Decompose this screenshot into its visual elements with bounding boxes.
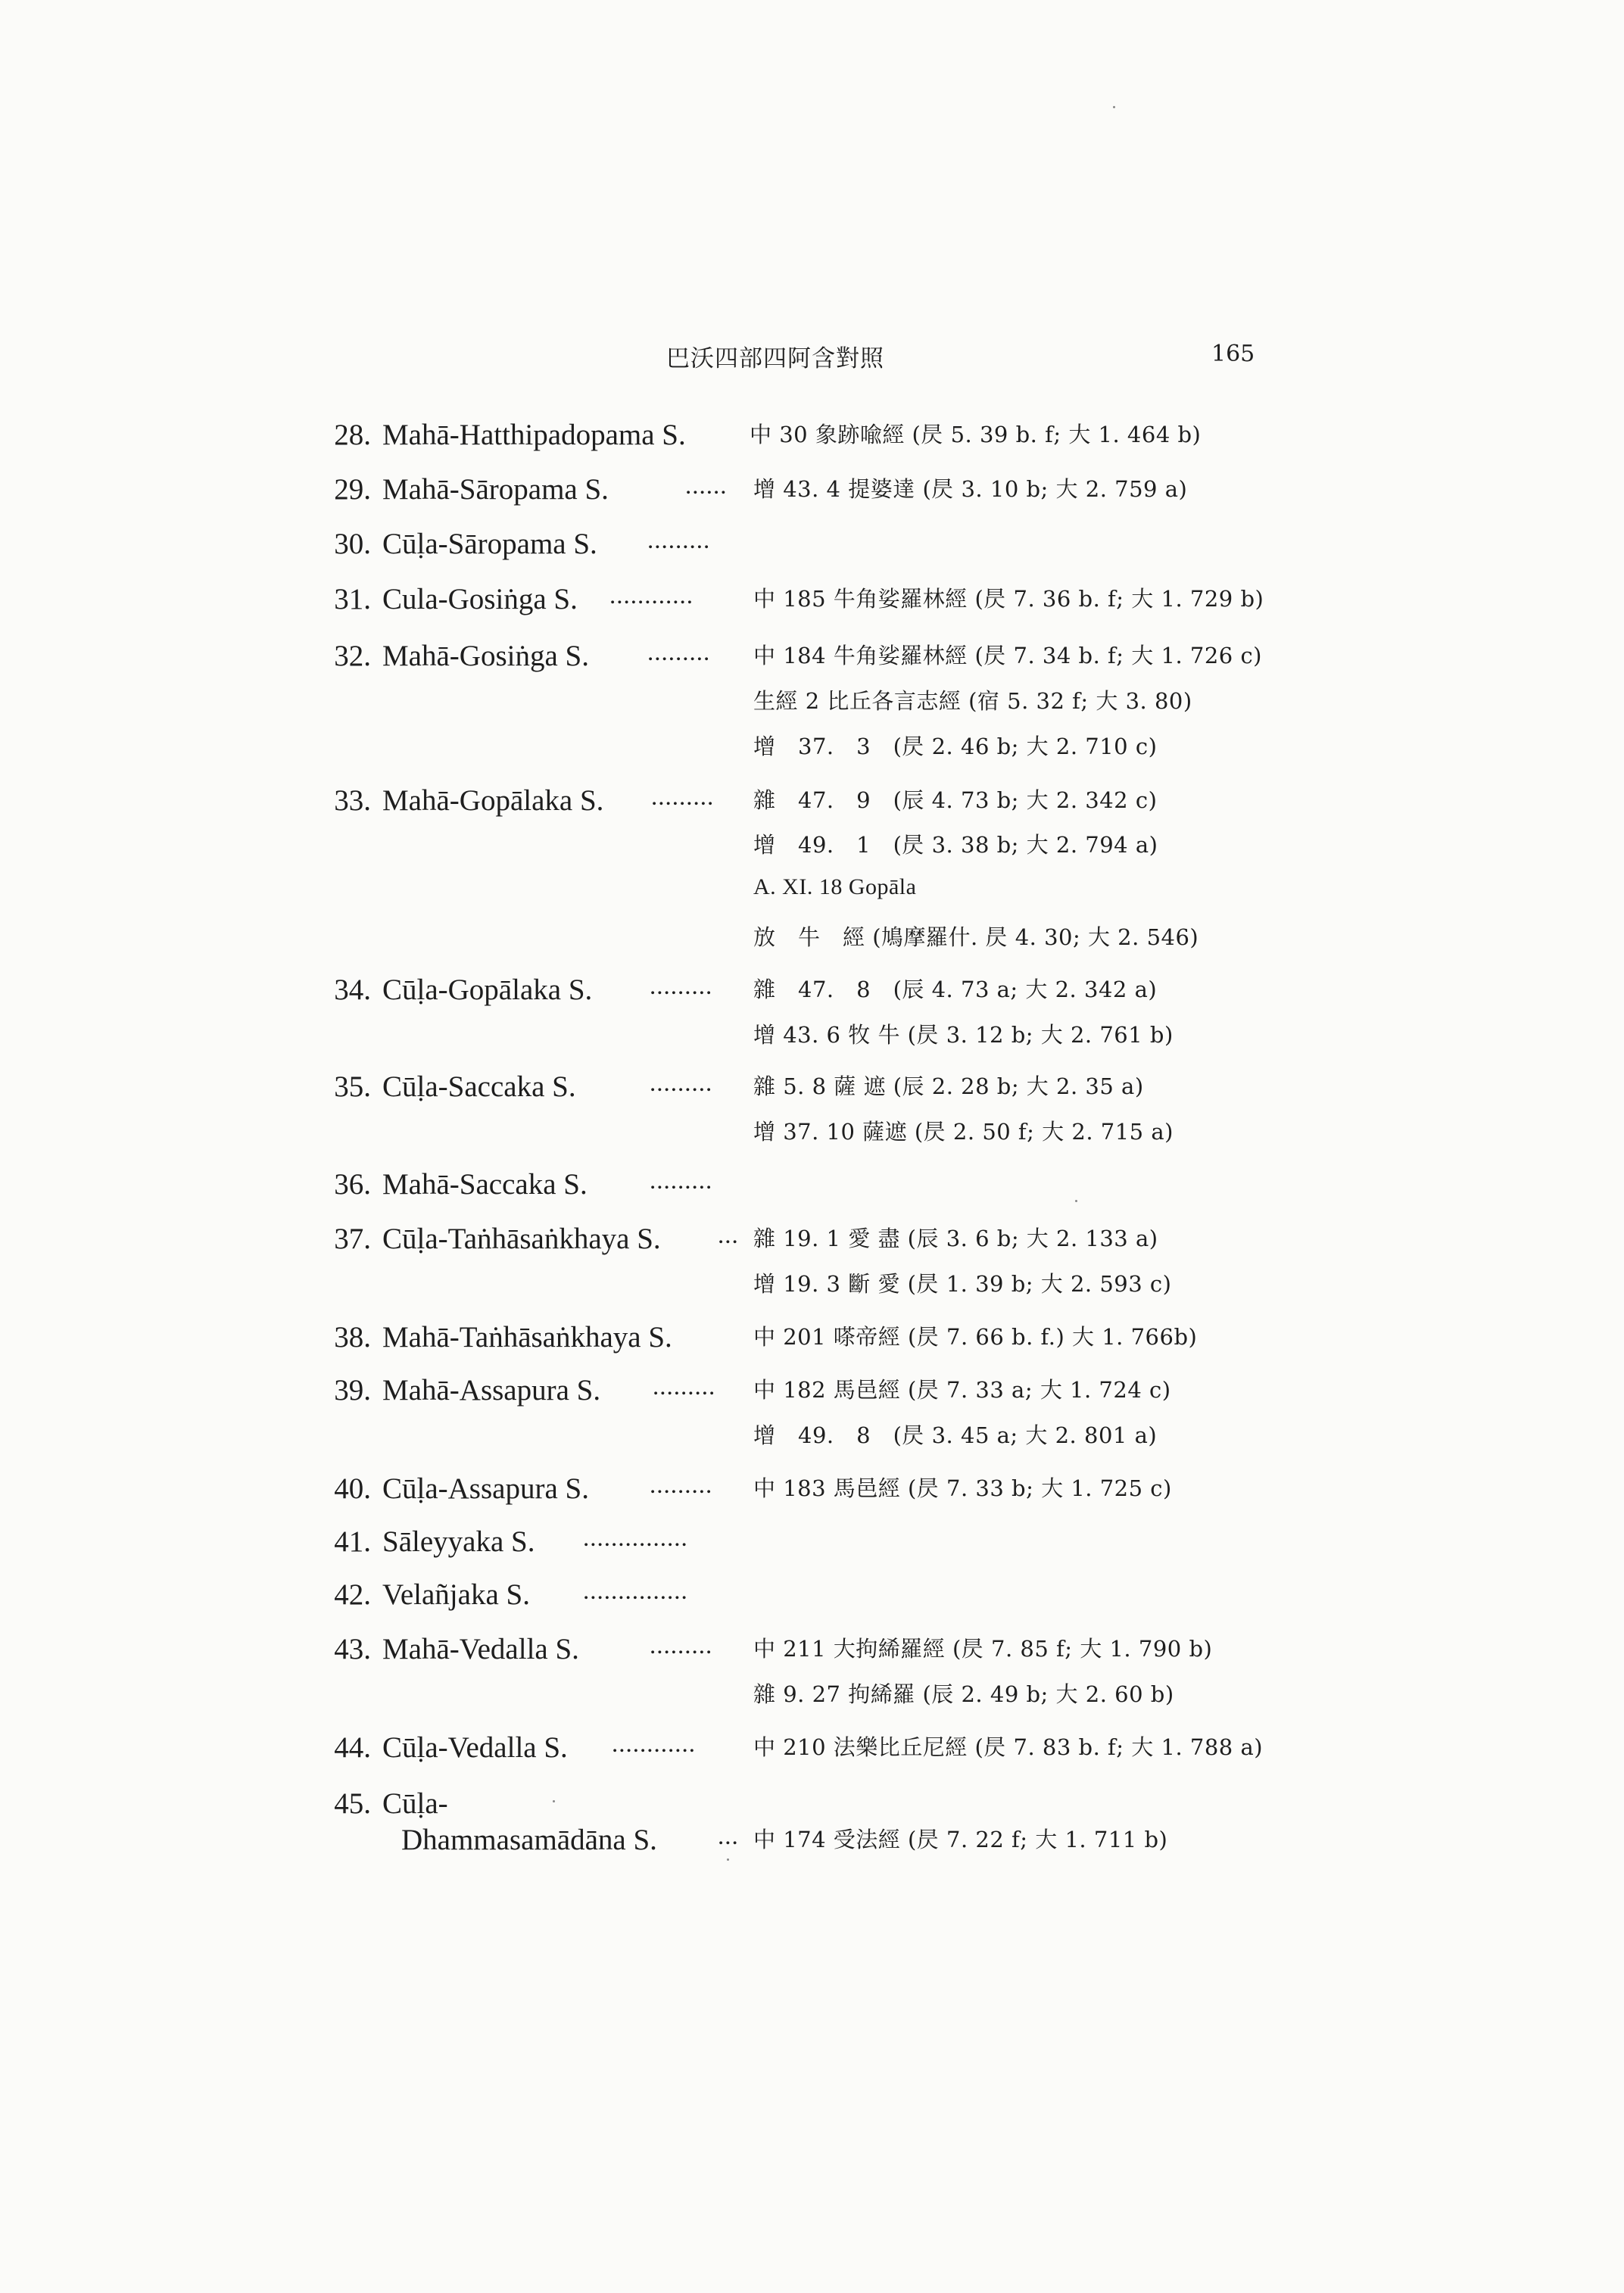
running-header bbox=[0, 339, 1624, 385]
sutta-title: Cūḷa- bbox=[382, 1787, 448, 1820]
entry-44 bbox=[0, 1731, 1624, 1773]
page-number: 165 bbox=[1211, 341, 1255, 367]
agama-ref: 雜 5. 8 薩 遮 (辰 2. 28 b; 大 2. 35 a) bbox=[753, 1073, 1144, 1099]
scan-speck bbox=[553, 1800, 555, 1802]
agama-ref: 雜 47. 9 (辰 4. 73 b; 大 2. 342 c) bbox=[753, 787, 1158, 813]
sutta-title: Cūḷa-Saccaka S. bbox=[382, 1070, 576, 1103]
entry-41 bbox=[0, 1525, 1624, 1567]
agama-ref: 中 210 法樂比丘尼經 (昃 7. 83 b. f; 大 1. 788 a) bbox=[753, 1734, 1264, 1760]
entry-29 bbox=[0, 472, 1624, 515]
entry-30 bbox=[0, 527, 1624, 569]
scan-speck bbox=[727, 1858, 729, 1861]
dot-leader: ......... bbox=[647, 527, 711, 554]
entry-number: 32. bbox=[334, 640, 371, 672]
sutta-title: Mahā-Gopālaka S. bbox=[382, 784, 604, 817]
dot-leader: ......... bbox=[650, 973, 713, 1000]
sutta-title: Cūḷa-Assapura S. bbox=[382, 1472, 589, 1505]
entry-34 bbox=[0, 973, 1624, 1015]
sutta-title: Mahā-Taṅhāsaṅkhaya S. bbox=[382, 1321, 672, 1354]
dot-leader: ............... bbox=[583, 1578, 688, 1605]
agama-ref: 增 19. 3 斷 愛 (昃 1. 39 b; 大 2. 593 c) bbox=[753, 1271, 1172, 1297]
dot-leader: ............ bbox=[612, 1731, 696, 1758]
entry-33 bbox=[0, 784, 1624, 826]
agama-ref: 中 201 嗏帝經 (昃 7. 66 b. f.) 大 1. 766b) bbox=[753, 1324, 1198, 1350]
agama-ref: 雜 47. 8 (辰 4. 73 a; 大 2. 342 a) bbox=[753, 977, 1158, 1002]
entry-28 bbox=[0, 418, 1624, 460]
agama-ref: 增 37. 10 薩遮 (昃 2. 50 f; 大 2. 715 a) bbox=[753, 1119, 1174, 1145]
entry-33-cont bbox=[0, 828, 1624, 871]
entry-number: 33. bbox=[334, 784, 371, 817]
dot-leader: ......... bbox=[650, 1632, 713, 1659]
entry-number: 42. bbox=[334, 1578, 371, 1611]
entry-31 bbox=[0, 582, 1624, 625]
entry-33-cont bbox=[0, 921, 1624, 963]
agama-ref: 雜 19. 1 愛 盡 (辰 3. 6 b; 大 2. 133 a) bbox=[753, 1226, 1158, 1251]
entry-37-cont bbox=[0, 1267, 1624, 1310]
sutta-title: Cula-Gosiṅga S. bbox=[382, 583, 578, 615]
agama-ref: 中 182 馬邑經 (昃 7. 33 a; 大 1. 724 c) bbox=[753, 1377, 1171, 1403]
sutta-title: Cūḷa-Taṅhāsaṅkhaya S. bbox=[382, 1223, 661, 1255]
entry-34-cont bbox=[0, 1018, 1624, 1061]
agama-ref: 增 43. 4 提婆達 (昃 3. 10 b; 大 2. 759 a) bbox=[753, 476, 1188, 502]
sutta-title: Cūḷa-Sāropama S. bbox=[382, 528, 597, 560]
sutta-title-continued: Dhammasamādāna S. bbox=[401, 1824, 657, 1856]
entry-number: 39. bbox=[334, 1374, 371, 1407]
scan-speck bbox=[1113, 106, 1115, 108]
dot-leader: ......... bbox=[651, 784, 715, 811]
agama-ref: 增 49. 1 (昃 3. 38 b; 大 2. 794 a) bbox=[753, 832, 1158, 858]
scan-speck bbox=[1075, 1200, 1077, 1202]
entry-39-cont bbox=[0, 1419, 1624, 1461]
entry-number: 37. bbox=[334, 1223, 371, 1255]
dot-leader: ......... bbox=[647, 639, 711, 666]
entry-number: 34. bbox=[334, 974, 371, 1006]
agama-ref: 中 183 馬邑經 (昃 7. 33 b; 大 1. 725 c) bbox=[753, 1475, 1172, 1501]
agama-ref: 增 49. 8 (昃 3. 45 a; 大 2. 801 a) bbox=[753, 1422, 1158, 1448]
dot-leader: ......... bbox=[650, 1070, 713, 1097]
entry-42 bbox=[0, 1578, 1624, 1620]
agama-ref: 中 184 牛角娑羅林經 (昃 7. 34 b. f; 大 1. 726 c) bbox=[753, 643, 1263, 668]
agama-ref: 中 185 牛角娑羅林經 (昃 7. 36 b. f; 大 1. 729 b) bbox=[753, 586, 1264, 612]
agama-ref: 增 43. 6 牧 牛 (昃 3. 12 b; 大 2. 761 b) bbox=[753, 1022, 1174, 1048]
entry-43 bbox=[0, 1632, 1624, 1675]
agama-ref: 中 30 象跡喩經 (昃 5. 39 b. f; 大 1. 464 b) bbox=[750, 422, 1202, 447]
sutta-title: Cūḷa-Gopālaka S. bbox=[382, 974, 593, 1006]
entry-32-cont bbox=[0, 730, 1624, 772]
agama-ref: 中 174 受法經 (昃 7. 22 f; 大 1. 711 b) bbox=[753, 1827, 1168, 1852]
entry-number: 41. bbox=[334, 1525, 371, 1558]
entry-number: 28. bbox=[334, 419, 371, 451]
agama-ref: 雜 9. 27 拘絺羅 (辰 2. 49 b; 大 2. 60 b) bbox=[753, 1681, 1174, 1707]
agama-ref: 放 牛 經 (鳩摩羅什. 昃 4. 30; 大 2. 546) bbox=[753, 924, 1199, 950]
dot-leader: ......... bbox=[653, 1373, 716, 1400]
agama-ref: 中 211 大拘絺羅經 (昃 7. 85 f; 大 1. 790 b) bbox=[753, 1636, 1213, 1662]
entry-45-cont bbox=[0, 1823, 1624, 1865]
entry-number: 31. bbox=[334, 583, 371, 615]
sutta-title: Mahā-Hatthipadopama S. bbox=[382, 419, 686, 451]
dot-leader: ...... bbox=[685, 472, 728, 500]
sutta-title: Mahā-Saccaka S. bbox=[382, 1168, 588, 1201]
entry-43-cont bbox=[0, 1678, 1624, 1720]
dot-leader: ... bbox=[718, 1823, 739, 1850]
entry-number: 35. bbox=[334, 1070, 371, 1103]
sutta-title: Mahā-Sāropama S. bbox=[382, 473, 609, 506]
entry-36 bbox=[0, 1167, 1624, 1210]
agama-ref: A. XI. 18 Gopāla bbox=[753, 874, 917, 899]
entry-35 bbox=[0, 1070, 1624, 1112]
sutta-title: Mahā-Gosiṅga S. bbox=[382, 640, 589, 672]
sutta-title: Sāleyyaka S. bbox=[382, 1525, 535, 1558]
dot-leader: ............... bbox=[583, 1525, 688, 1552]
entry-number: 30. bbox=[334, 528, 371, 560]
entry-38 bbox=[0, 1320, 1624, 1363]
entry-number: 44. bbox=[334, 1731, 371, 1764]
entry-number: 29. bbox=[334, 473, 371, 506]
entry-40 bbox=[0, 1472, 1624, 1514]
sutta-title: Mahā-Vedalla S. bbox=[382, 1633, 579, 1665]
agama-ref: 生經 2 比丘各言志經 (宿 5. 32 f; 大 3. 80) bbox=[753, 688, 1192, 714]
entry-37 bbox=[0, 1222, 1624, 1264]
entry-number: 40. bbox=[334, 1472, 371, 1505]
header-title: 巴沃四部四阿含對照 bbox=[666, 345, 884, 372]
entry-33-cont bbox=[0, 874, 1624, 917]
entry-number: 43. bbox=[334, 1633, 371, 1665]
entry-35-cont bbox=[0, 1115, 1624, 1157]
dot-leader: ......... bbox=[650, 1167, 713, 1195]
sutta-title: Mahā-Assapura S. bbox=[382, 1374, 601, 1407]
agama-ref: 增 37. 3 (昃 2. 46 b; 大 2. 710 c) bbox=[753, 734, 1158, 759]
dot-leader: ............ bbox=[609, 582, 694, 609]
entry-39 bbox=[0, 1373, 1624, 1416]
entry-number: 36. bbox=[334, 1168, 371, 1201]
dot-leader: ......... bbox=[650, 1472, 713, 1499]
entry-32-cont bbox=[0, 684, 1624, 727]
sutta-title: Velañjaka S. bbox=[382, 1578, 530, 1611]
entry-number: 38. bbox=[334, 1321, 371, 1354]
dot-leader: ... bbox=[718, 1222, 739, 1249]
entry-number: 45. bbox=[334, 1787, 371, 1820]
entry-32 bbox=[0, 639, 1624, 681]
sutta-title: Cūḷa-Vedalla S. bbox=[382, 1731, 568, 1764]
